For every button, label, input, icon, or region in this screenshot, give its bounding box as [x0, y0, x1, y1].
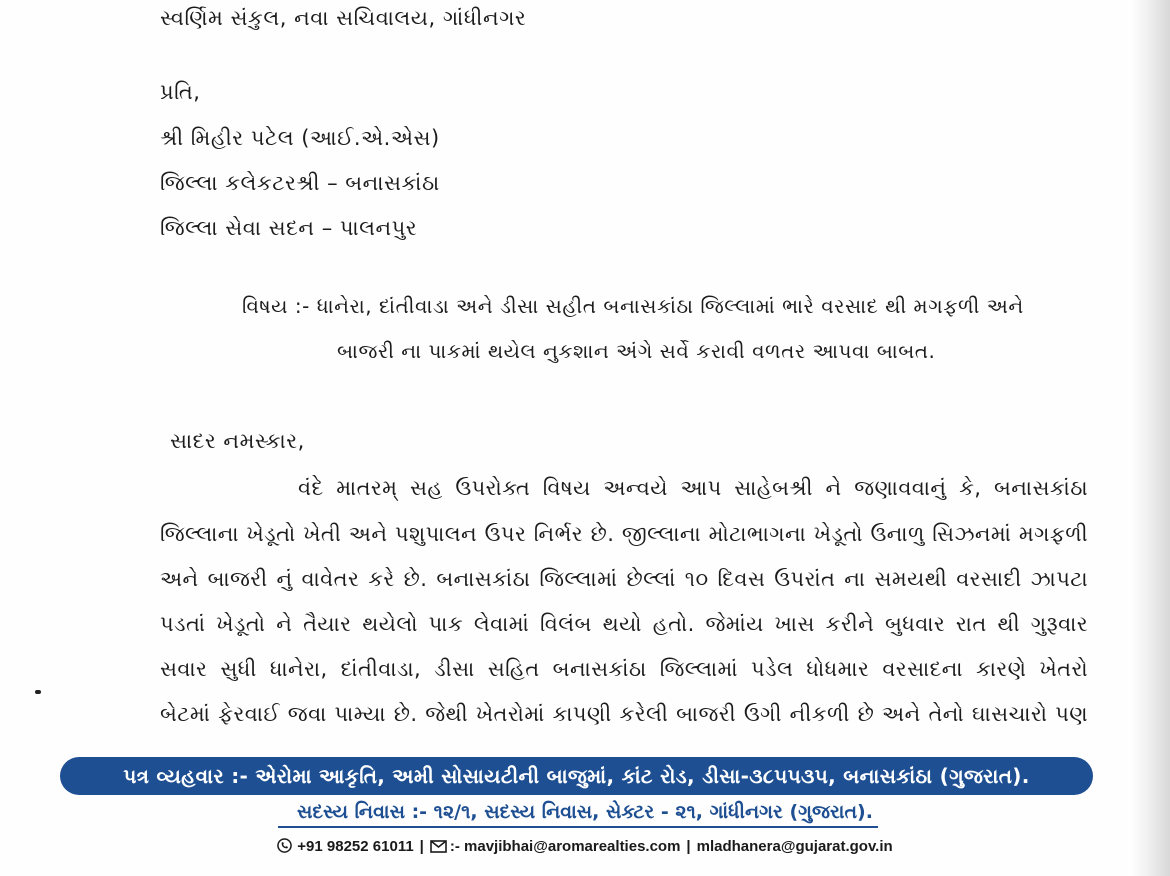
to-label: પ્રતિ,: [160, 80, 201, 104]
subject-line-1: વિષય :- ધાનેરા, દાંતીવાડા અને ડીસા સહીત બનાસકાંઠા જિલ્લામાં ભારે વરસાદ થી મગફળી અને: [242, 294, 1024, 318]
email-gov: mladhanera@gujarat.gov.in: [696, 838, 893, 855]
recipient-name: શ્રી મિહીર પટેલ (આઈ.એ.એસ): [160, 126, 440, 150]
body-line: વંદે માતરમ્ સહ ઉપરોક્ત વિષય અન્વયે આપ સાહેબશ્રી ને જણાવવાનું કે, બનાસકાંઠા: [298, 476, 1088, 500]
body-line: અને બાજરી નું વાવેતર કરે છે. બનાસકાંઠા જિલ્લામાં છેલ્લાં ૧૦ દિવસ ઉપરાંત ના સમયથી વરસાદી ઝાપટા: [160, 567, 1088, 591]
recipient-office: જિલ્લા સેવા સદન – પાલનપુર: [160, 216, 418, 240]
body-line: સવાર સુધી ધાનેરા, દાંતીવાડા, ડીસા સહિત બનાસકાંઠા જિલ્લામાં પડેલ ધોધમાર વરસાદના કારણે ખેતરો: [160, 657, 1088, 681]
salutation: સાદર નમસ્કાર,: [170, 429, 305, 453]
email-primary: :- mavjibhai@aromarealties.com: [449, 838, 681, 855]
body-line: પડતાં ખેડૂતો ને તૈયાર થયેલો પાક લેવામાં વિલંબ થયો હતો. જેમાંય ખાસ કરીને બુધવાર રાત થી ગુરૂવાર: [160, 612, 1088, 636]
correspondence-banner: પત્ર વ્યહવાર :- એરોમા આકૃતિ, અમી સોસાયટીની બાજુમાં, કાંટ રોડ, ડીસા-૩૮૫૫૩૫, બનાસકાંઠા (ગુજરાત).: [60, 757, 1093, 795]
phone-icon: [277, 836, 292, 851]
contact-line: [0, 834, 1170, 860]
separator: |: [686, 838, 691, 855]
phone-number: +91 98252 61011: [297, 838, 414, 855]
subject-line-2: બાજરી ના પાકમાં થયેલ નુકશાન અંગે સર્વે કરાવી વળતર આપવા બાબત.: [337, 339, 936, 363]
margin-mark: [35, 690, 41, 694]
page-edge-shadow: [1130, 0, 1170, 876]
body-line: જિલ્લાના ખેડૂતો ખેતી અને પશુપાલન ઉપર નિર્ભર છે. જીલ્લાના મોટાભાગના ખેડૂતો ઉનાળુ સિઝનમાં મગફળી: [160, 522, 1088, 546]
body-line: બેટમાં ફેરવાઈ જવા પામ્યા છે. જેથી ખેતરોમાં કાપણી કરેલી બાજરી ઉગી નીકળી છે અને તેનો ઘાસચારો પણ: [160, 702, 1088, 726]
separator: |: [419, 838, 424, 855]
residence-address: સદસ્ય નિવાસ :- ૧૨/૧, સદસ્ય નિવાસ, સેક્ટર - ૨૧, ગાંધીનગર (ગુજરાત).: [297, 801, 873, 823]
sender-address: સ્વર્ણિમ સંકુલ, નવા સચિવાલય, ગાંધીનગર: [160, 6, 527, 30]
residence-underline: [278, 826, 878, 828]
recipient-title: જિલ્લા કલેકટરશ્રી – બનાસકાંઠા: [160, 171, 440, 195]
mail-icon: [430, 836, 445, 851]
